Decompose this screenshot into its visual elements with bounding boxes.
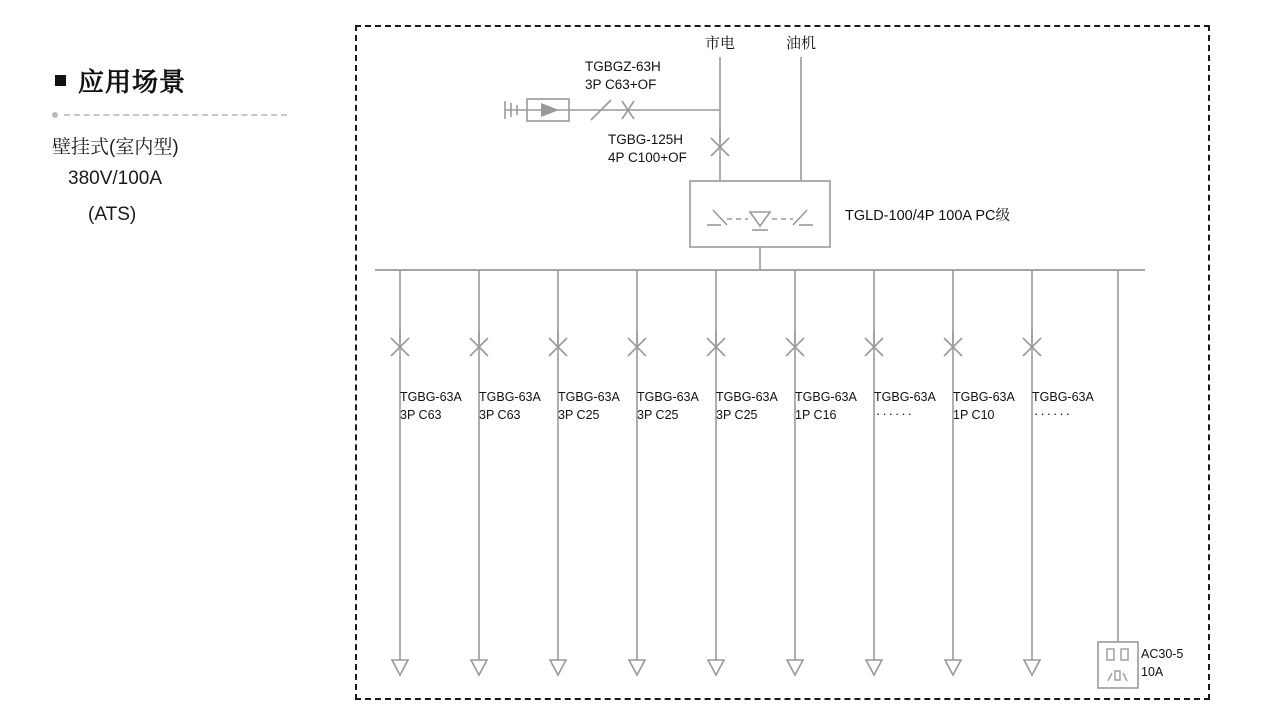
spec-line-voltage: 380V/100A bbox=[68, 168, 163, 189]
socket-label bbox=[1141, 646, 1183, 681]
branch-label-spec-7: ······ bbox=[876, 406, 914, 421]
divider-dashed-line bbox=[64, 114, 287, 116]
ats-internal-symbol-icon bbox=[707, 210, 813, 230]
label-incomer-upper-model: TGBGZ-63H bbox=[585, 59, 661, 74]
branch-label-model-9: TGBG-63A bbox=[1032, 390, 1094, 404]
branch-label-spec-5: 3P C25 bbox=[716, 408, 758, 422]
ats-device-box bbox=[690, 181, 830, 247]
square-bullet-icon bbox=[55, 75, 66, 86]
branch-label-model-6: TGBG-63A bbox=[795, 390, 857, 404]
branch-label-model-7: TGBG-63A bbox=[874, 390, 936, 404]
branch-label-spec-1: 3P C63 bbox=[400, 408, 442, 422]
branch-load-arrow-3 bbox=[550, 660, 566, 675]
label-generator: 油机 bbox=[786, 35, 817, 52]
branch-label-model-1: TGBG-63A bbox=[400, 390, 462, 404]
socket-outlet-icon bbox=[1107, 649, 1128, 681]
label-incomer-lower-spec: 4P C100+OF bbox=[608, 150, 687, 165]
branch-label-model-5: TGBG-63A bbox=[716, 390, 778, 404]
socket-label-model: AC30-5 bbox=[1141, 647, 1184, 661]
branch-label-spec-2: 3P C63 bbox=[479, 408, 521, 422]
branch-load-arrow-1 bbox=[392, 660, 408, 675]
branch-label-model-2: TGBG-63A bbox=[479, 390, 541, 404]
label-ats-device: TGLD-100/4P 100A PC级 bbox=[845, 208, 1010, 224]
branch-label-spec-9: ······ bbox=[1034, 406, 1072, 421]
branch-load-arrow-8 bbox=[945, 660, 961, 675]
branch-label-model-8: TGBG-63A bbox=[953, 390, 1015, 404]
branch-label-spec-3: 3P C25 bbox=[558, 408, 600, 422]
branch-load-arrow-6 bbox=[787, 660, 803, 675]
page-title: 应用场景 bbox=[78, 67, 187, 97]
branch-load-arrow-5 bbox=[708, 660, 724, 675]
label-mains: 市电 bbox=[705, 35, 736, 52]
branch-label-model-4: TGBG-63A bbox=[637, 390, 699, 404]
branch-label-spec-8: 1P C10 bbox=[953, 408, 995, 422]
label-incomer-lower-model: TGBG-125H bbox=[608, 132, 684, 147]
branch-load-arrow-7 bbox=[866, 660, 882, 675]
socket-label-rating: 10A bbox=[1141, 664, 1164, 679]
spec-line-ats: (ATS) bbox=[88, 204, 137, 225]
divider-dot-icon bbox=[52, 112, 58, 118]
branch-label-spec-4: 3P C25 bbox=[637, 408, 679, 422]
label-incomer-upper-spec: 3P C63+OF bbox=[585, 77, 657, 92]
branch-load-arrow-9 bbox=[1024, 660, 1040, 675]
aux-device-arrow-icon bbox=[541, 103, 559, 117]
spec-line-mounting: 壁挂式(室内型) bbox=[52, 137, 179, 158]
single-line-diagram bbox=[355, 25, 1210, 700]
branch-label-model-3: TGBG-63A bbox=[558, 390, 620, 404]
left-info-panel bbox=[0, 0, 330, 721]
section-heading bbox=[55, 62, 186, 99]
branch-label-spec-6: 1P C16 bbox=[795, 408, 837, 422]
branch-load-arrow-4 bbox=[629, 660, 645, 675]
divider bbox=[52, 112, 287, 118]
branch-load-arrow-2 bbox=[471, 660, 487, 675]
socket-outlet-box bbox=[1098, 642, 1138, 688]
